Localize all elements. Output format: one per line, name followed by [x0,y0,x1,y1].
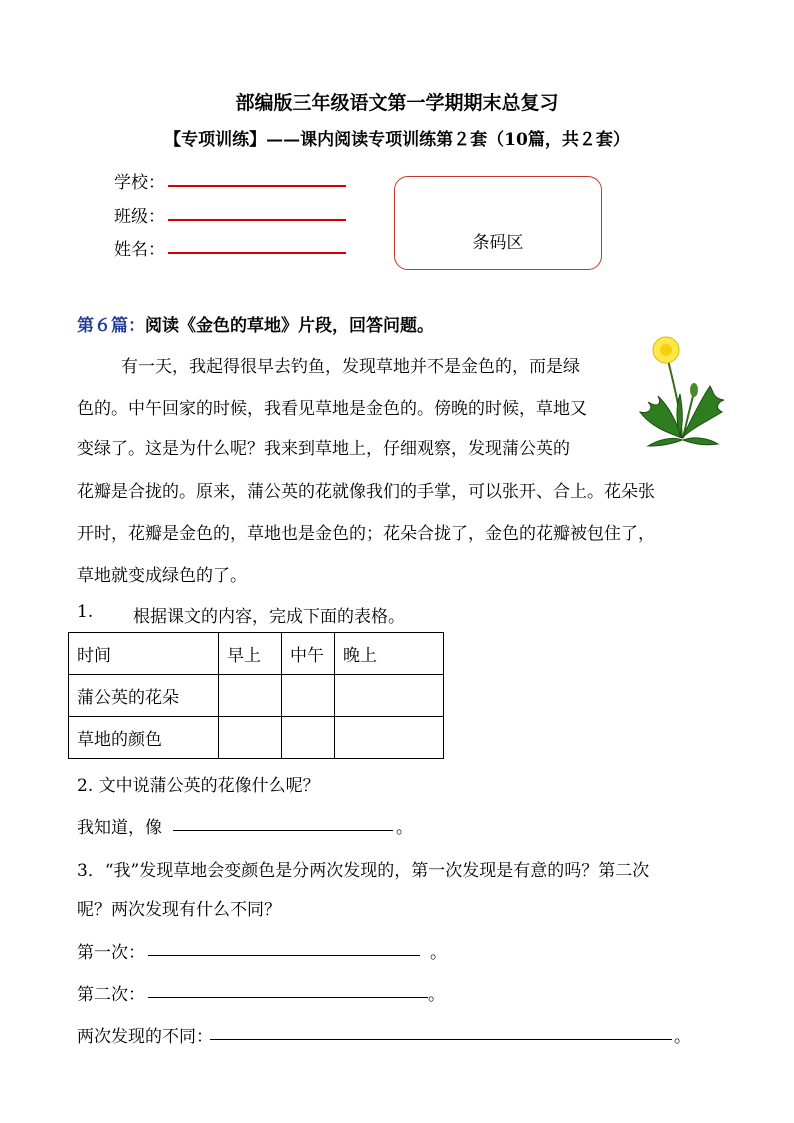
section-heading [77,311,434,336]
table-header-cell: 晚上 [335,633,444,675]
passage-line-3: 变绿了。这是为什么呢？我来到草地上，仔细观察，发现蒲公英的 [77,439,570,459]
question-1-number: 1. [77,602,94,622]
answer-cell[interactable] [282,675,335,717]
answer-cell[interactable] [219,675,282,717]
passage-line-6: 草地就变成绿色的了。 [77,566,247,586]
table-header-row [69,633,444,675]
first-time-suffix: 。 [430,943,447,963]
answer-cell[interactable] [335,717,444,759]
answer-cell[interactable] [282,717,335,759]
school-label: 学校： [114,173,165,193]
class-label: 班级： [114,207,165,227]
difference-label: 两次发现的不同： [77,1027,213,1047]
school-field[interactable] [168,185,346,187]
difference-answer-line[interactable] [210,1039,672,1040]
section-number: 第６篇： [77,316,145,336]
question-2-suffix: 。 [396,818,413,838]
page-subtitle: 【专项训练】——课内阅读专项训练第２套（10篇，共２套） [164,130,630,150]
passage-line-1: 有一天，我起得很早去钓鱼，发现草地并不是金色的，而是绿 [121,357,580,377]
difference-suffix: 。 [674,1027,691,1047]
answer-cell[interactable] [335,675,444,717]
table-header-cell: 中午 [282,633,335,675]
passage-line-2: 色的。中午回家的时候，我看见草地是金色的。傍晚的时候，草地又 [77,399,587,419]
class-field[interactable] [168,219,346,221]
table-row-label: 蒲公英的花朵 [69,675,219,717]
table-header-cell: 时间 [69,633,219,675]
passage-line-4: 花瓣是合拢的。原来，蒲公英的花就像我们的手掌，可以张开、合上。花朵张 [77,482,655,502]
question-2-text: 2. 文中说蒲公英的花像什么呢？ [77,776,320,796]
first-time-answer-line[interactable] [148,955,420,956]
name-label: 姓名： [114,240,165,260]
page-title: 部编版三年级语文第一学期期末总复习 [235,92,559,114]
barcode-label: 条码区 [472,233,524,253]
answer-table [68,632,444,759]
name-field[interactable] [168,252,346,254]
second-time-answer-line[interactable] [148,997,428,998]
first-time-label: 第一次： [77,943,145,963]
question-3-text-line-2: 呢？两次发现有什么不同？ [77,900,281,920]
table-row-label: 草地的颜色 [69,717,219,759]
passage-line-5: 开时，花瓣是金色的，草地也是金色的；花朵合拢了，金色的花瓣被包住了， [77,524,655,544]
dandelion-icon [636,336,728,448]
barcode-area [394,176,602,270]
question-3-text-line-1: 3．“我”发现草地会变颜色是分两次发现的，第一次发现是有意的吗？第二次 [77,861,650,881]
table-row [69,717,444,759]
table-row [69,675,444,717]
question-1-text: 根据课文的内容，完成下面的表格。 [133,607,405,627]
question-2-answer-line[interactable] [173,830,393,831]
section-instruction: 阅读《金色的草地》片段，回答问题。 [145,316,434,336]
second-time-label: 第二次： [77,985,145,1005]
answer-cell[interactable] [219,717,282,759]
second-time-suffix: 。 [428,985,445,1005]
table-header-cell: 早上 [219,633,282,675]
question-2-prefix: 我知道，像 [77,818,162,838]
